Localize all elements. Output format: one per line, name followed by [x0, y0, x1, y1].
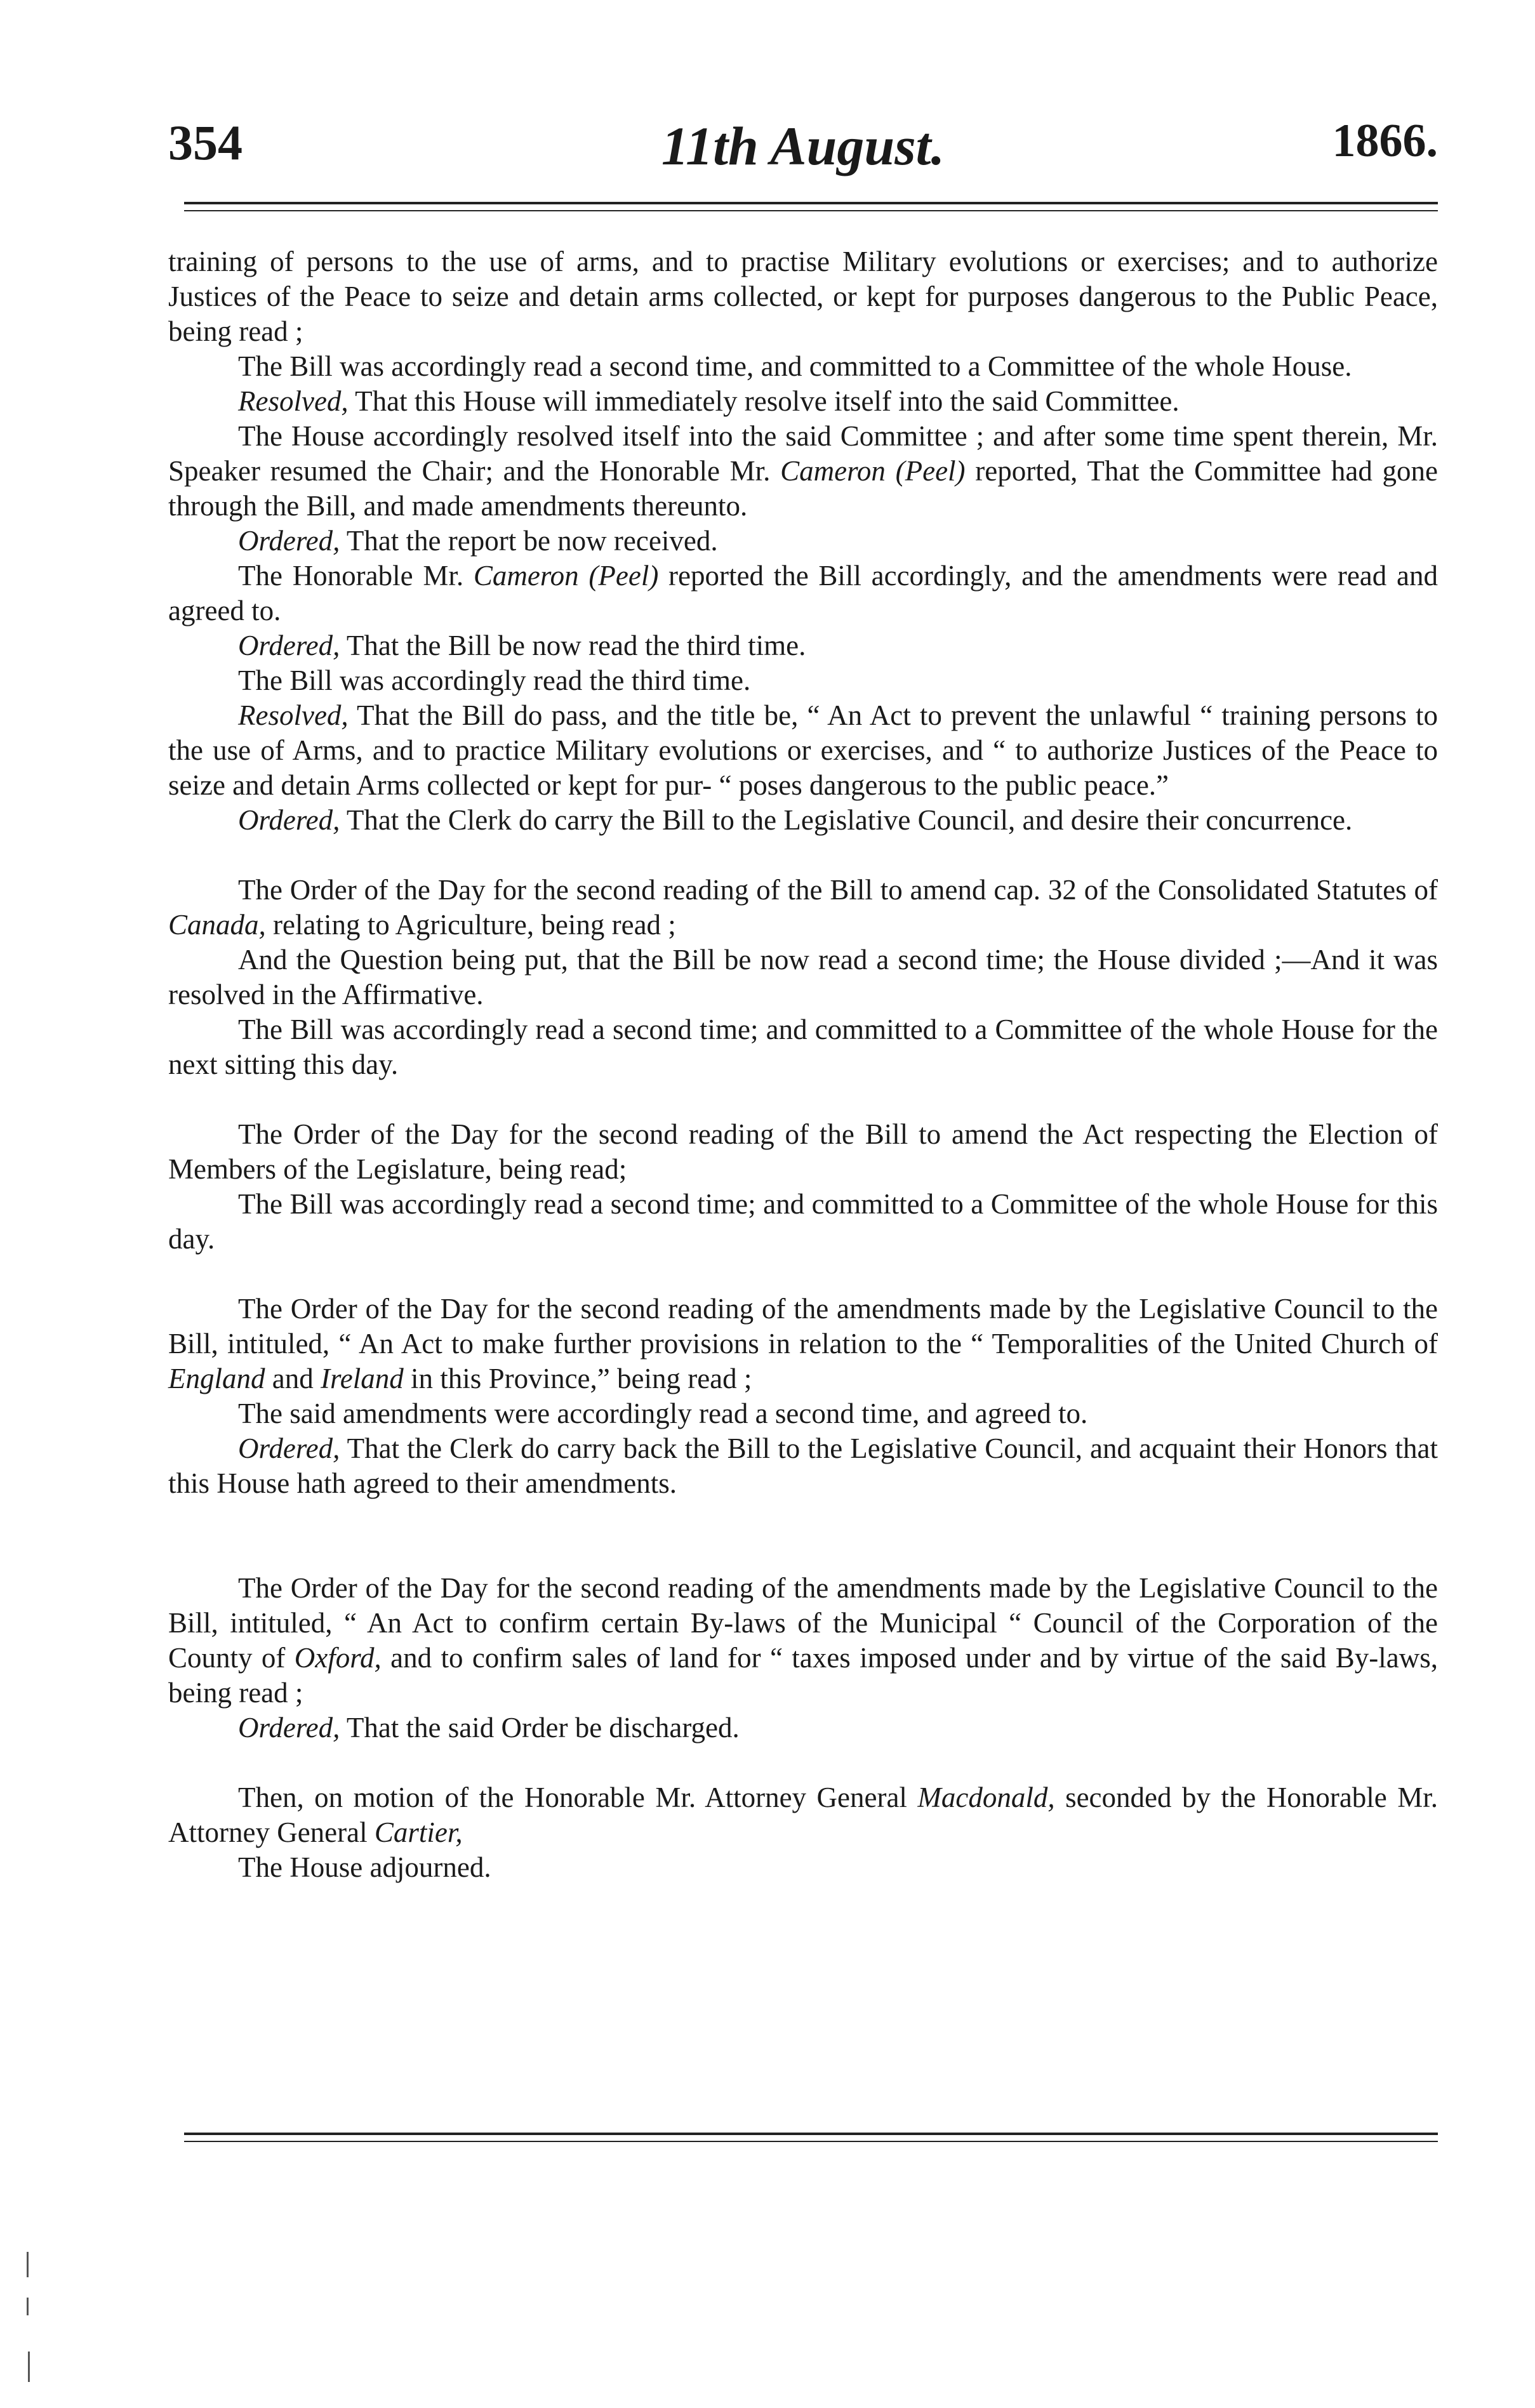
paragraph: training of persons to the use of arms, and to practise Military evolutions or exercises; and to authorize Justices of the Peace to seize and detain arms collected, or kept for purposes dangerous to the Public Peace, being read ;	[168, 246, 1438, 347]
paragraph: The Order of the Day for the second reading of the Bill to amend cap. 32 of the Consolidated Statutes of Canada, relating to Agriculture, being read ;	[168, 874, 1438, 941]
paragraph: The House accordingly resolved itself into the said Committee ; and after some time spent therein, Mr. Speaker resumed the Chair; and the Honorable Mr. Cameron (Peel) reported, That the Committee had gone through the Bill, and made amendments thereunto.	[168, 420, 1438, 522]
paragraph: Ordered, That the Clerk do carry the Bill to the Legislative Council, and desire their concurrence.	[238, 804, 1353, 836]
paragraph: The Order of the Day for the second reading of the amendments made by the Legislative Council to the Bill, intituled, “ An Act to confirm certain By-laws of the Municipal “ Council of the Corporation of the County of Oxford, and to confirm sales of land for “ taxes imposed under and by virtue of the said By-laws, being read ;	[168, 1572, 1438, 1709]
page-year: 1866.	[1332, 115, 1438, 167]
paragraph: Ordered, That the report be now received.	[238, 525, 718, 557]
paragraph: The House adjourned.	[238, 1851, 491, 1883]
paragraph: Ordered, That the said Order be discharged.	[238, 1712, 740, 1743]
paragraph: The Bill was accordingly read a second time; and committed to a Committee of the whole House for the next sitting this day.	[168, 1014, 1438, 1080]
page-date: 11th August.	[661, 116, 945, 176]
header-rule	[184, 202, 1438, 211]
paragraph: Ordered, That the Bill be now read the third time.	[238, 630, 806, 661]
margin-mark	[27, 2252, 29, 2277]
paragraph: The Bill was accordingly read a second time; and committed to a Committee of the whole House for this day.	[168, 1188, 1438, 1255]
paragraph: The Bill was accordingly read the third time.	[238, 665, 751, 696]
paragraph: The said amendments were accordingly read a second time, and agreed to.	[238, 1398, 1088, 1429]
paragraph: The Order of the Day for the second reading of the amendments made by the Legislative Council to the Bill, intituled, “ An Act to make further provisions in relation to the “ Temporalities of the United Church of England and Ireland in this Province,” being read ;	[168, 1293, 1438, 1394]
footer-rule	[184, 2133, 1438, 2142]
journal-body	[168, 244, 1438, 1885]
margin-mark	[28, 2352, 30, 2382]
paragraph: Ordered, That the Clerk do carry back the Bill to the Legislative Council, and acquaint their Honors that this House hath agreed to their amendments.	[168, 1432, 1438, 1499]
paragraph: The Honorable Mr. Cameron (Peel) reported the Bill accordingly, and the amendments were read and agreed to.	[168, 560, 1438, 626]
margin-mark	[27, 2298, 29, 2315]
page-header	[168, 114, 1438, 184]
page-number: 354	[168, 115, 243, 170]
paragraph: And the Question being put, that the Bill be now read a second time; the House divided ;—And it was resolved in the Affirmative.	[168, 944, 1438, 1010]
paragraph: The Bill was accordingly read a second time, and committed to a Committee of the whole House.	[238, 350, 1352, 382]
paragraph: Then, on motion of the Honorable Mr. Attorney General Macdonald, seconded by the Honorable Mr. Attorney General Cartier,	[168, 1782, 1439, 1848]
paragraph: The Order of the Day for the second reading of the Bill to amend the Act respecting the Election of Members of the Legislature, being read;	[168, 1118, 1438, 1185]
paragraph: Resolved, That this House will immediately resolve itself into the said Committee.	[238, 385, 1179, 417]
paragraph: Resolved, That the Bill do pass, and the title be, “ An Act to prevent the unlawful “ training persons to the use of Arms, and to practice Military evolutions or exercises, and “ to authorize Justices of the Peace to seize and detain Arms collected or kept for pur- “ poses dangerous to the public peace.”	[168, 699, 1438, 801]
